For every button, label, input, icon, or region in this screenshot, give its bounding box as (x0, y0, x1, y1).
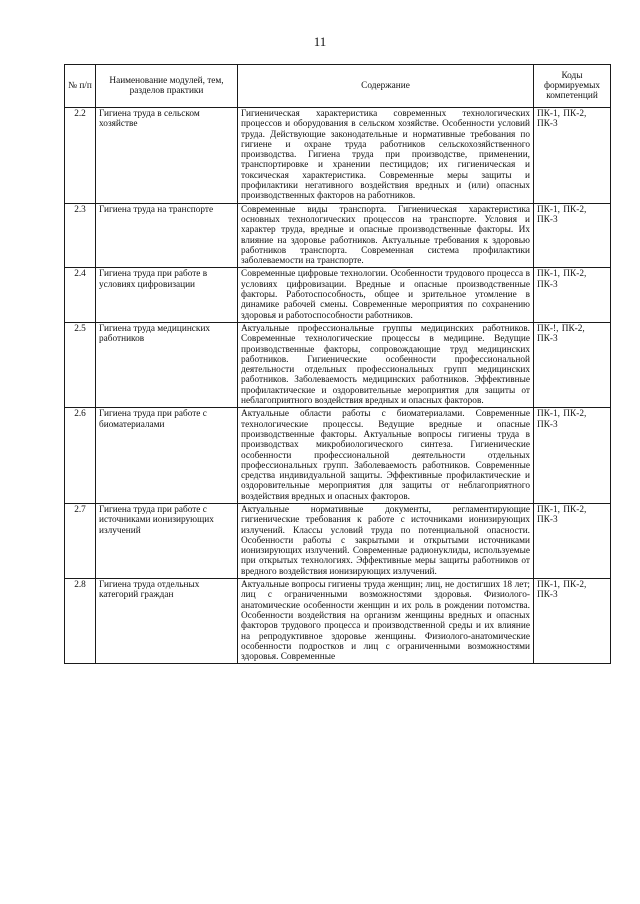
curriculum-table (64, 64, 611, 664)
competence-codes: ПК-1, ПК-2, ПК-3 (534, 203, 611, 268)
module-name: Гигиена труда на транспорте (96, 203, 238, 268)
row-number: 2.5 (65, 322, 96, 407)
module-content: Современные цифровые технологии. Особенности трудового процесса в условиях цифровизации. Вредные и опасные производственные факторы. Работоспособность, общее и зрительное утомление в динамике рабочей смены. Современные мероприятия по сохранению здоровья и работоспособности работников. (238, 268, 534, 322)
table-row (65, 579, 611, 664)
module-name: Гигиена труда в сельском хозяйстве (96, 108, 238, 204)
module-content: Актуальные нормативные документы, регламентирующие гигиенические требования к работе с источниками ионизирующих излучений. Классы условий труда по потенциальной опасности. Особенности работы с закрытыми и открытыми источниками ионизирующих излучений. Современные радионуклиды, используемые при открытых технологиях. Эффективные меры защиты работников от вредного воздействия ионизирующих излучений. (238, 503, 534, 578)
module-content: Современные виды транспорта. Гигиеническая характеристика основных технологических процессов на транспорте. Условия и характер труда, вредные и опасные производственные факторы. Их влияние на здоровье работников. Актуальные требования к здоровью работников транспорта. Современная система профилактики заболеваемости на транспорте. (238, 203, 534, 268)
table-header-row (65, 65, 611, 108)
competence-codes: ПК-1, ПК-2, ПК-3 (534, 579, 611, 664)
table-row (65, 322, 611, 407)
header-content: Содержание (238, 65, 534, 108)
row-number: 2.3 (65, 203, 96, 268)
module-name: Гигиена труда при работе с биоматериалами (96, 408, 238, 504)
competence-codes: ПК-1, ПК-2, ПК-3 (534, 408, 611, 504)
table-row (65, 408, 611, 504)
row-number: 2.4 (65, 268, 96, 322)
page-number: 11 (313, 34, 327, 49)
row-number: 2.7 (65, 503, 96, 578)
competence-codes: ПК-!, ПК-2, ПК-3 (534, 322, 611, 407)
table-row (65, 268, 611, 322)
table-row (65, 503, 611, 578)
module-content: Гигиеническая характеристика современных технологических процессов и оборудования в сельском хозяйстве. Особенности условий труда. Действующие законодательные и нормативные требования по гигиене и охране труда работников сельскохозяйственного производства. Гигиена труда при производстве, применении, транспортировке и хранении пестицидов; их гигиеническая и токсическая характеристика. Современные меры защиты и профилактики негативного воздействия вредных и (или) опасных производственных факторов на работников. (238, 108, 534, 204)
header-module: Наименование модулей, тем, разделов практики (96, 65, 238, 108)
module-name: Гигиена труда отдельных категорий граждан (96, 579, 238, 664)
module-content: Актуальные области работы с биоматериалами. Современные технологические процессы. Ведущие вредные и опасные производственные факторы. Актуальные вопросы гигиены труда в производствах микробиологического синтеза. Гигиенические особенности профессиональной деятельности отдельных профессиональных групп. Заболеваемость работников. Современные средства индивидуальной защиты. Эффективные профилактические и оздоровительные мероприятия для защиты от неблагоприятного воздействия вредных и опасных факторов. (238, 408, 534, 504)
module-content: Актуальные вопросы гигиены труда женщин; лиц, не достигших 18 лет; лиц с ограниченными возможностями здоровья. Физиолого-анатомические особенности женщин и их роль в рождении потомства. Особенности воздействия на организм женщины вредных и опасных факторов трудового процесса и производственной среды и их влияние на репродуктивное здоровье женщины. Физиолого-анатомические особенности подростков и лиц с ограниченными возможностями здоровья. Современные (238, 579, 534, 664)
module-content: Актуальные профессиональные группы медицинских работников. Современные технологические процессы в медицине. Ведущие производственные факторы, сопровождающие труд медицинских работников. Гигиенические особенности профессиональной деятельности отдельных профессиональных групп медицинских работников. Заболеваемость медицинских работников. Эффективные профилактические и оздоровительные мероприятия для защиты от неблагоприятного воздействия вредных и опасных факторов. (238, 322, 534, 407)
row-number: 2.8 (65, 579, 96, 664)
table-row (65, 108, 611, 204)
competence-codes: ПК-1, ПК-2, ПК-3 (534, 268, 611, 322)
competence-codes: ПК-1, ПК-2, ПК-3 (534, 503, 611, 578)
table-row (65, 203, 611, 268)
header-codes: Коды формируемых компетенций (534, 65, 611, 108)
row-number: 2.6 (65, 408, 96, 504)
module-name: Гигиена труда медицинских работников (96, 322, 238, 407)
row-number: 2.2 (65, 108, 96, 204)
competence-codes: ПК-1, ПК-2, ПК-3 (534, 108, 611, 204)
module-name: Гигиена труда при работе в условиях цифровизации (96, 268, 238, 322)
module-name: Гигиена труда при работе с источниками ионизирующих излучений (96, 503, 238, 578)
header-num: № п/п (65, 65, 96, 108)
